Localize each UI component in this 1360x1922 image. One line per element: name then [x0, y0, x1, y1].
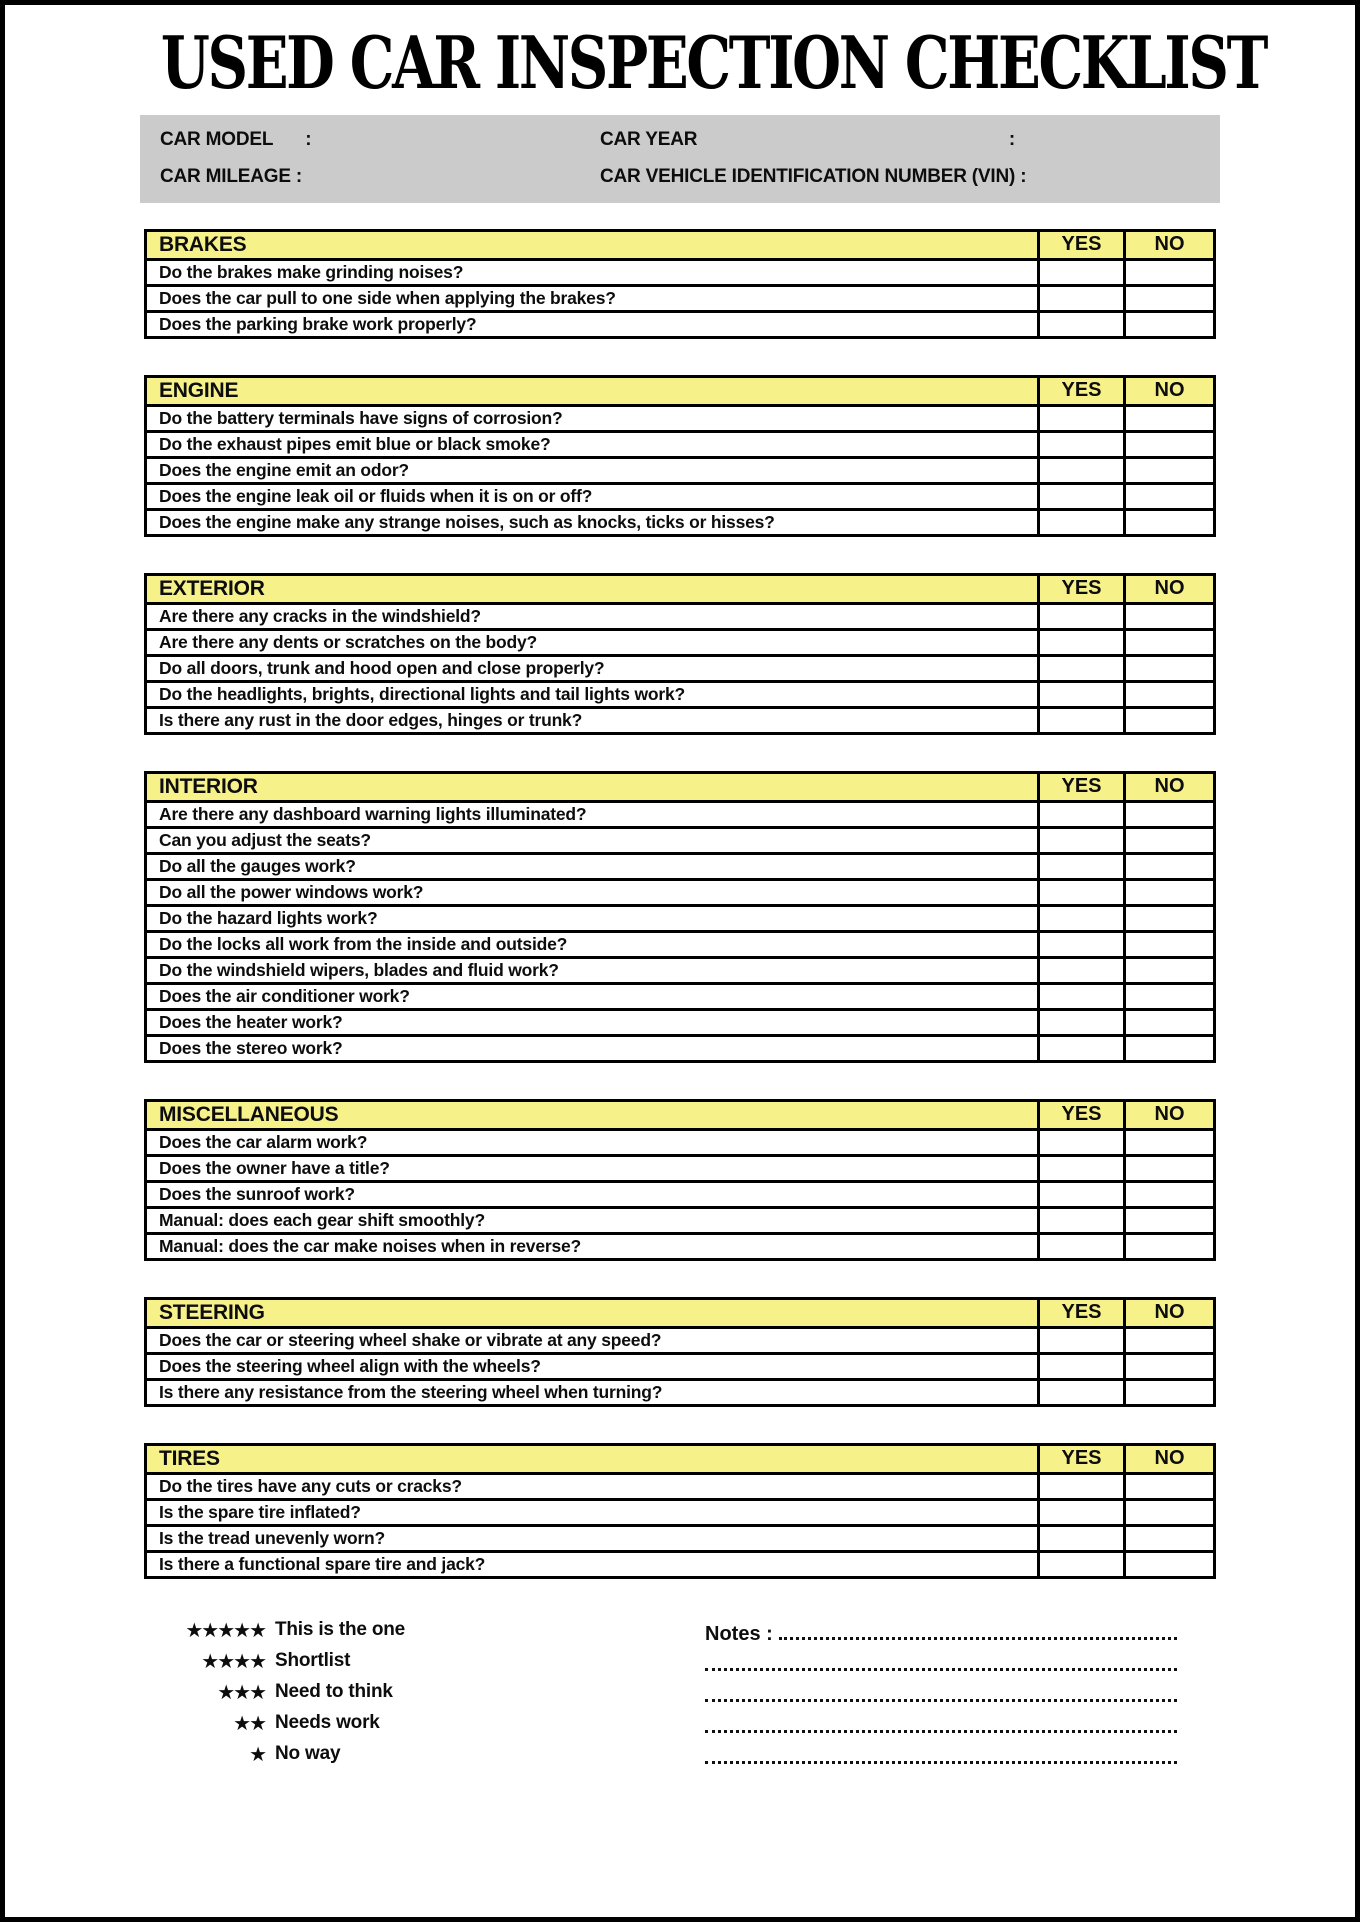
car-vin-label: CAR VEHICLE IDENTIFICATION NUMBER (VIN) :: [600, 165, 1027, 187]
question-row: [146, 509, 1215, 535]
no-cell[interactable]: [1125, 405, 1215, 431]
section-title: BRAKES: [146, 230, 1039, 259]
yes-cell[interactable]: [1039, 285, 1125, 311]
question-row: [146, 483, 1215, 509]
question-row: [146, 707, 1215, 733]
question-row: [146, 879, 1215, 905]
section-title: STEERING: [146, 1298, 1039, 1327]
question-text: Do the locks all work from the inside and outside?: [146, 931, 1039, 957]
yes-cell[interactable]: [1039, 457, 1125, 483]
yes-cell[interactable]: [1039, 655, 1125, 681]
notes-header-row: [705, 1615, 1177, 1646]
no-cell[interactable]: [1125, 1353, 1215, 1379]
no-cell[interactable]: [1125, 259, 1215, 285]
question-text: Is the tread unevenly worn?: [146, 1525, 1039, 1551]
yes-cell[interactable]: [1039, 681, 1125, 707]
question-row: [146, 957, 1215, 983]
question-row: [146, 457, 1215, 483]
car-mileage-label: CAR MILEAGE :: [160, 165, 303, 187]
no-cell[interactable]: [1125, 1181, 1215, 1207]
yes-column-header: YES: [1039, 574, 1125, 603]
section-title: TIRES: [146, 1444, 1039, 1473]
yes-cell[interactable]: [1039, 629, 1125, 655]
no-cell[interactable]: [1125, 1207, 1215, 1233]
no-cell[interactable]: [1125, 1327, 1215, 1353]
no-cell[interactable]: [1125, 1551, 1215, 1577]
yes-cell[interactable]: [1039, 801, 1125, 827]
star-rating-icon: ★★: [233, 1711, 265, 1736]
notes-label: Notes :: [705, 1622, 773, 1645]
no-cell[interactable]: [1125, 1525, 1215, 1551]
question-row: [146, 681, 1215, 707]
legend-label: Shortlist: [275, 1650, 351, 1672]
question-text: Does the owner have a title?: [146, 1155, 1039, 1181]
no-cell[interactable]: [1125, 707, 1215, 733]
question-text: Manual: does each gear shift smoothly?: [146, 1207, 1039, 1233]
legend-label: This is the one: [275, 1619, 406, 1641]
star-rating-icon: ★★★: [217, 1680, 265, 1705]
question-text: Is the spare tire inflated?: [146, 1499, 1039, 1525]
question-text: Does the sunroof work?: [146, 1181, 1039, 1207]
section-header-row: [146, 230, 1215, 259]
question-row: [146, 931, 1215, 957]
no-cell[interactable]: [1125, 957, 1215, 983]
question-row: [146, 1327, 1215, 1353]
no-cell[interactable]: [1125, 483, 1215, 509]
notes-line[interactable]: [705, 1668, 1177, 1671]
section-header-row: [146, 1100, 1215, 1129]
no-cell[interactable]: [1125, 1473, 1215, 1499]
question-row: [146, 1155, 1215, 1181]
no-cell[interactable]: [1125, 827, 1215, 853]
question-text: Does the engine make any strange noises, such as knocks, ticks or hisses?: [146, 509, 1039, 535]
question-row: [146, 905, 1215, 931]
legend-label: No way: [275, 1743, 341, 1765]
question-row: [146, 1551, 1215, 1577]
bottom-area: [5, 1615, 1355, 1770]
section-steering: [144, 1297, 1216, 1407]
question-text: Does the car pull to one side when applying the brakes?: [146, 285, 1039, 311]
question-text: Do all the power windows work?: [146, 879, 1039, 905]
star-rating-icon: ★: [249, 1742, 265, 1767]
yes-cell[interactable]: [1039, 707, 1125, 733]
question-row: [146, 259, 1215, 285]
car-year-field: [600, 129, 1200, 151]
question-text: Is there any resistance from the steering wheel when turning?: [146, 1379, 1039, 1405]
star-rating-icon: ★★★★★: [185, 1618, 265, 1643]
question-text: Do the windshield wipers, blades and fluid work?: [146, 957, 1039, 983]
section-header-row: [146, 376, 1215, 405]
yes-cell[interactable]: [1039, 983, 1125, 1009]
star-rating-icon: ★★★★: [201, 1649, 265, 1674]
yes-column-header: YES: [1039, 1298, 1125, 1327]
question-row: [146, 629, 1215, 655]
legend-label: Needs work: [275, 1712, 380, 1734]
yes-cell[interactable]: [1039, 957, 1125, 983]
car-model-field: [160, 129, 600, 151]
notes-section: [705, 1615, 1177, 1770]
section-title: EXTERIOR: [146, 574, 1039, 603]
yes-cell[interactable]: [1039, 509, 1125, 535]
yes-cell[interactable]: [1039, 311, 1125, 337]
yes-cell[interactable]: [1039, 431, 1125, 457]
question-row: [146, 311, 1215, 337]
section-interior: [144, 771, 1216, 1063]
yes-column-header: YES: [1039, 230, 1125, 259]
no-cell[interactable]: [1125, 655, 1215, 681]
question-text: Does the car alarm work?: [146, 1129, 1039, 1155]
legend-row: [155, 1708, 465, 1739]
legend-row: [155, 1646, 465, 1677]
no-cell[interactable]: [1125, 801, 1215, 827]
question-row: [146, 1353, 1215, 1379]
question-text: Is there any rust in the door edges, hinges or trunk?: [146, 707, 1039, 733]
yes-cell[interactable]: [1039, 879, 1125, 905]
legend-label: Need to think: [275, 1681, 393, 1703]
yes-cell[interactable]: [1039, 827, 1125, 853]
question-row: [146, 1233, 1215, 1259]
car-year-label: CAR YEAR: [600, 129, 698, 151]
no-cell[interactable]: [1125, 1499, 1215, 1525]
question-row: [146, 1525, 1215, 1551]
no-column-header: NO: [1125, 772, 1215, 801]
no-column-header: NO: [1125, 574, 1215, 603]
question-row: [146, 285, 1215, 311]
page-title: USED CAR INSPECTION CHECKLIST: [160, 20, 1267, 105]
section-exterior: [144, 573, 1216, 735]
question-text: Do the tires have any cuts or cracks?: [146, 1473, 1039, 1499]
no-cell[interactable]: [1125, 1009, 1215, 1035]
no-cell[interactable]: [1125, 1155, 1215, 1181]
question-text: Does the stereo work?: [146, 1035, 1039, 1061]
section-engine: [144, 375, 1216, 537]
question-row: [146, 1035, 1215, 1061]
question-text: Does the car or steering wheel shake or vibrate at any speed?: [146, 1327, 1039, 1353]
notes-row: [705, 1646, 1177, 1677]
notes-row: [705, 1739, 1177, 1770]
question-row: [146, 1499, 1215, 1525]
yes-cell[interactable]: [1039, 483, 1125, 509]
no-column-header: NO: [1125, 1444, 1215, 1473]
car-info-box: [140, 115, 1220, 203]
no-cell[interactable]: [1125, 1233, 1215, 1259]
section-header-row: [146, 574, 1215, 603]
car-year-colon: :: [1008, 129, 1015, 151]
question-text: Does the air conditioner work?: [146, 983, 1039, 1009]
yes-cell[interactable]: [1039, 1155, 1125, 1181]
question-text: Does the heater work?: [146, 1009, 1039, 1035]
yes-column-header: YES: [1039, 1100, 1125, 1129]
yes-cell[interactable]: [1039, 1035, 1125, 1061]
yes-cell[interactable]: [1039, 853, 1125, 879]
no-cell[interactable]: [1125, 681, 1215, 707]
no-cell[interactable]: [1125, 509, 1215, 535]
question-text: Do all the gauges work?: [146, 853, 1039, 879]
yes-cell[interactable]: [1039, 1181, 1125, 1207]
no-column-header: NO: [1125, 230, 1215, 259]
yes-cell[interactable]: [1039, 1327, 1125, 1353]
question-row: [146, 1207, 1215, 1233]
question-row: [146, 1009, 1215, 1035]
no-cell[interactable]: [1125, 311, 1215, 337]
question-text: Is there a functional spare tire and jack?: [146, 1551, 1039, 1577]
no-cell[interactable]: [1125, 1379, 1215, 1405]
question-text: Are there any cracks in the windshield?: [146, 603, 1039, 629]
notes-line[interactable]: [705, 1699, 1177, 1702]
question-row: [146, 603, 1215, 629]
yes-cell[interactable]: [1039, 1009, 1125, 1035]
section-tires: [144, 1443, 1216, 1579]
question-row: [146, 1181, 1215, 1207]
question-text: Can you adjust the seats?: [146, 827, 1039, 853]
question-text: Does the steering wheel align with the wheels?: [146, 1353, 1039, 1379]
question-row: [146, 827, 1215, 853]
yes-cell[interactable]: [1039, 1129, 1125, 1155]
yes-cell[interactable]: [1039, 1525, 1125, 1551]
rating-legend: [155, 1615, 465, 1770]
legend-row: [155, 1677, 465, 1708]
question-row: [146, 983, 1215, 1009]
question-row: [146, 853, 1215, 879]
no-cell[interactable]: [1125, 853, 1215, 879]
yes-cell[interactable]: [1039, 1207, 1125, 1233]
section-title: ENGINE: [146, 376, 1039, 405]
question-text: Do the headlights, brights, directional lights and tail lights work?: [146, 681, 1039, 707]
question-row: [146, 655, 1215, 681]
yes-cell[interactable]: [1039, 1551, 1125, 1577]
notes-line[interactable]: [705, 1761, 1177, 1764]
yes-cell[interactable]: [1039, 1353, 1125, 1379]
no-cell[interactable]: [1125, 1035, 1215, 1061]
question-text: Do all doors, trunk and hood open and close properly?: [146, 655, 1039, 681]
no-column-header: NO: [1125, 1298, 1215, 1327]
yes-cell[interactable]: [1039, 931, 1125, 957]
yes-cell[interactable]: [1039, 405, 1125, 431]
question-text: Manual: does the car make noises when in reverse?: [146, 1233, 1039, 1259]
section-brakes: [144, 229, 1216, 339]
car-vin-field: [600, 166, 1200, 188]
question-text: Does the engine leak oil or fluids when it is on or off?: [146, 483, 1039, 509]
notes-row: [705, 1677, 1177, 1708]
no-cell[interactable]: [1125, 457, 1215, 483]
section-miscellaneous: [144, 1099, 1216, 1261]
legend-row: [155, 1615, 465, 1646]
no-column-header: NO: [1125, 376, 1215, 405]
yes-cell[interactable]: [1039, 1473, 1125, 1499]
car-model-label: CAR MODEL: [160, 129, 274, 151]
no-cell[interactable]: [1125, 629, 1215, 655]
question-row: [146, 405, 1215, 431]
yes-cell[interactable]: [1039, 1379, 1125, 1405]
question-row: [146, 801, 1215, 827]
notes-row: [705, 1708, 1177, 1739]
section-header-row: [146, 772, 1215, 801]
yes-column-header: YES: [1039, 772, 1125, 801]
no-cell[interactable]: [1125, 285, 1215, 311]
question-text: Do the exhaust pipes emit blue or black smoke?: [146, 431, 1039, 457]
section-title: INTERIOR: [146, 772, 1039, 801]
no-cell[interactable]: [1125, 1129, 1215, 1155]
section-header-row: [146, 1298, 1215, 1327]
title-container: [5, 20, 1355, 105]
yes-cell[interactable]: [1039, 1499, 1125, 1525]
question-text: Do the hazard lights work?: [146, 905, 1039, 931]
section-title: MISCELLANEOUS: [146, 1100, 1039, 1129]
question-row: [146, 1473, 1215, 1499]
no-cell[interactable]: [1125, 603, 1215, 629]
question-text: Does the engine emit an odor?: [146, 457, 1039, 483]
yes-column-header: YES: [1039, 376, 1125, 405]
question-text: Are there any dashboard warning lights illuminated?: [146, 801, 1039, 827]
no-cell[interactable]: [1125, 431, 1215, 457]
notes-line[interactable]: [705, 1730, 1177, 1733]
question-row: [146, 431, 1215, 457]
yes-cell[interactable]: [1039, 259, 1125, 285]
question-row: [146, 1129, 1215, 1155]
car-mileage-field: [160, 166, 600, 188]
car-model-colon: :: [305, 129, 312, 151]
yes-cell[interactable]: [1039, 603, 1125, 629]
question-text: Do the battery terminals have signs of corrosion?: [146, 405, 1039, 431]
no-cell[interactable]: [1125, 983, 1215, 1009]
notes-line[interactable]: [779, 1637, 1177, 1640]
question-text: Do the brakes make grinding noises?: [146, 259, 1039, 285]
yes-cell[interactable]: [1039, 905, 1125, 931]
yes-column-header: YES: [1039, 1444, 1125, 1473]
no-column-header: NO: [1125, 1100, 1215, 1129]
no-cell[interactable]: [1125, 931, 1215, 957]
section-header-row: [146, 1444, 1215, 1473]
no-cell[interactable]: [1125, 879, 1215, 905]
yes-cell[interactable]: [1039, 1233, 1125, 1259]
legend-row: [155, 1739, 465, 1770]
no-cell[interactable]: [1125, 905, 1215, 931]
question-text: Does the parking brake work properly?: [146, 311, 1039, 337]
question-row: [146, 1379, 1215, 1405]
question-text: Are there any dents or scratches on the body?: [146, 629, 1039, 655]
